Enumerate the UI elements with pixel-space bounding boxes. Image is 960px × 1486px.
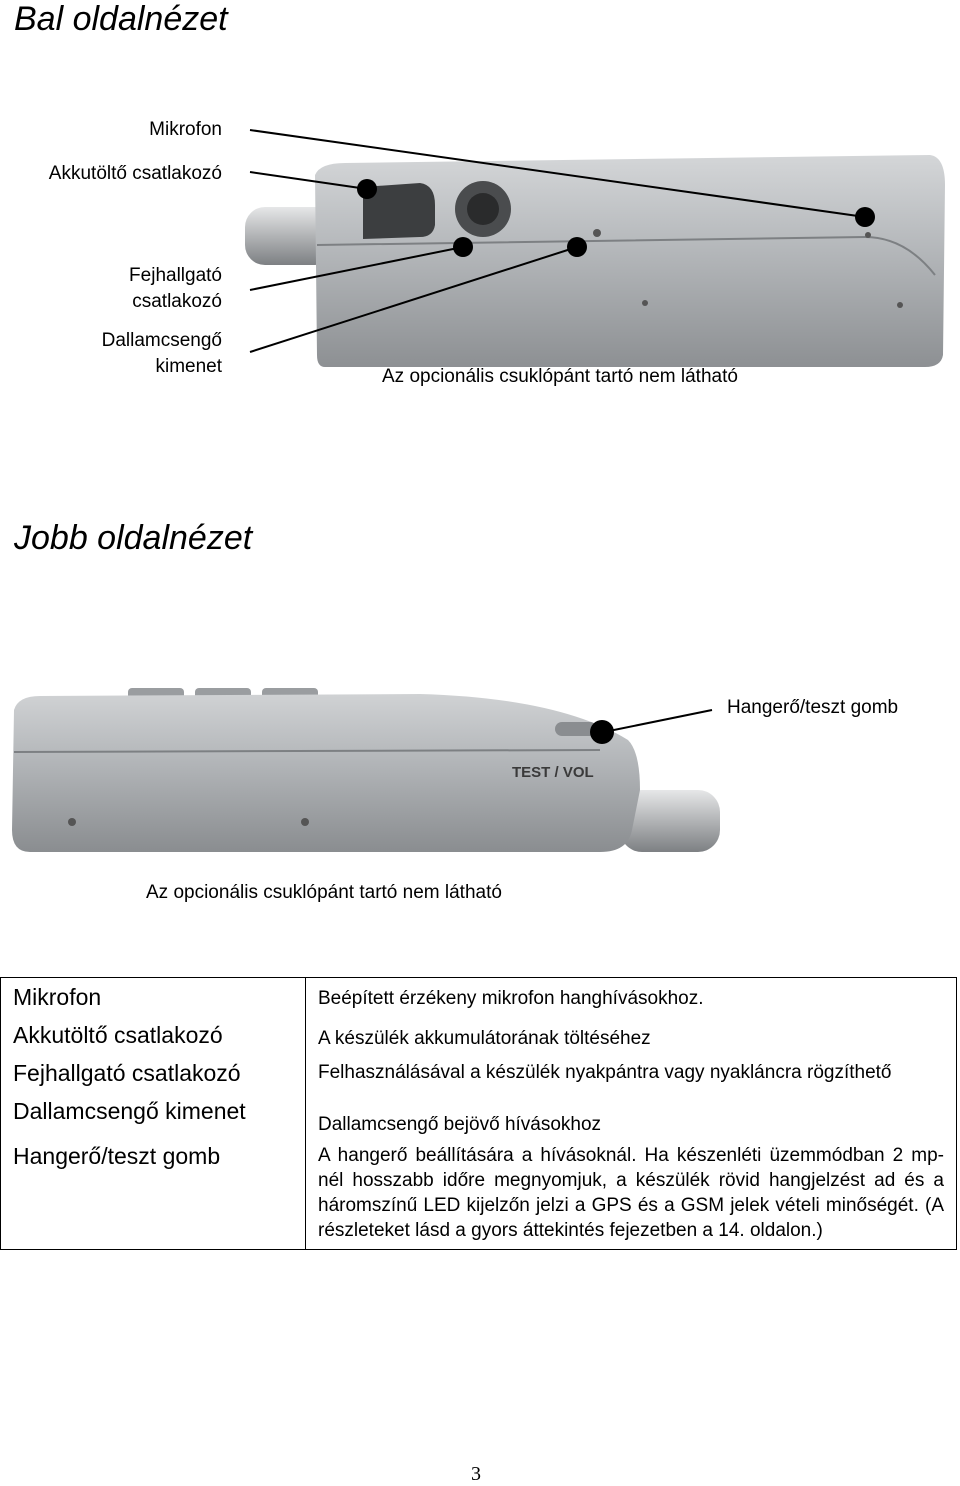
left-view-caption: Az opcionális csuklópánt tartó nem látható: [382, 366, 738, 387]
row-value: Dallamcsengő bejövő hívásokhoz: [318, 1114, 602, 1135]
row-key: Hangerő/teszt gomb: [1, 1137, 306, 1250]
leader-fejhallgato: [250, 247, 463, 290]
label-dallam-1: Dallamcsengő: [101, 330, 222, 351]
row-key: Akkutöltő csatlakozó: [1, 1016, 306, 1054]
table-row: [1, 1054, 957, 1092]
leader-dallam: [250, 247, 577, 352]
leader-mikrofon: [250, 130, 865, 217]
label-hangero: Hangerő/teszt gomb: [727, 697, 899, 718]
right-view-heading: Jobb oldalnézet: [14, 519, 253, 557]
label-mikrofon: Mikrofon: [149, 119, 222, 140]
table-row: [1, 1137, 957, 1250]
row-value: A készülék akkumulátorának töltéséhez: [318, 1028, 651, 1049]
left-view-heading: Bal oldalnézet: [14, 0, 228, 38]
label-fejhallgato-2: csatlakozó: [132, 291, 222, 312]
page-number: 3: [471, 1463, 481, 1485]
table-row: [1, 1092, 957, 1137]
row-key: Fejhallgató csatlakozó: [1, 1054, 306, 1092]
row-value: A hangerő beállítására a hívásoknál. Ha készenléti üzemmódban 2 mp-nél hosszabb időre megnyomjuk, a készülék rövid hangjelzést ad és a háromszínű LED kijelzőn jelzi a GPS és a GSM jelek vételi minőségét. (A részleteket lásd a gyors áttekintés fejezetben a 14. oldalon.): [318, 1145, 944, 1241]
row-key: Mikrofon: [1, 978, 306, 1017]
left-view-leader-lines: [0, 0, 960, 420]
leader-hangero: [604, 710, 712, 732]
table-row: [1, 978, 957, 1017]
row-value: Felhasználásával a készülék nyakpántra vagy nyakláncra rögzíthető: [318, 1062, 892, 1083]
label-akkutolto: Akkutöltő csatlakozó: [48, 163, 222, 184]
component-table: [0, 977, 957, 1250]
row-value: Beépített érzékeny mikrofon hanghívásokhoz.: [318, 988, 704, 1009]
label-dallam-2: kimenet: [155, 356, 222, 377]
table-row: [1, 1016, 957, 1054]
right-view-caption: Az opcionális csuklópánt tartó nem látható: [146, 882, 502, 903]
leader-akkutolto: [250, 172, 367, 189]
test-vol-marking: TEST / VOL: [512, 764, 594, 781]
right-view-leader-lines: [0, 680, 960, 760]
label-fejhallgato-1: Fejhallgató: [129, 265, 222, 286]
row-key: Dallamcsengő kimenet: [1, 1092, 306, 1137]
